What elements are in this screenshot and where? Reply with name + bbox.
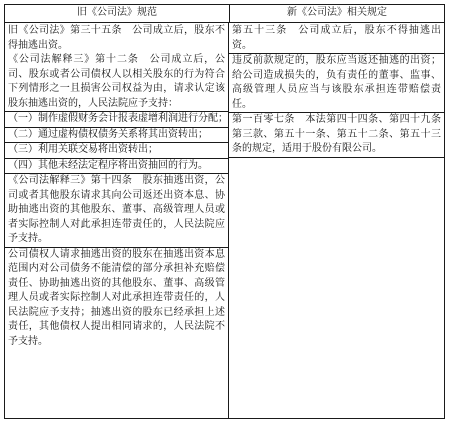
divider bbox=[229, 157, 444, 158]
list-item-4: （四）其他未经法定程序将出资抽回的行为。 bbox=[8, 159, 208, 171]
creditor-claim-paragraph: 公司债权人请求抽逃出资的股东在抽逃出资本息范围内对公司债务不能清偿的部分承担补充赔偿责任、协助抽逃出资的其他股东、董事、高级管理人员或者实际控制人对此承担连带责任的，人民法院应予支持；抽逃出资的股东已经承担上述责任，其他债权人提出相同请求的，人民法院不予支持。 bbox=[8, 248, 225, 347]
list-item-3: （三）利用关联交易将出资转出； bbox=[8, 144, 158, 155]
list-item-1: （一）制作虚假财务会计报表虚增利润进行分配； bbox=[8, 113, 228, 124]
interpretation-3-article-14: 《公司法解释三》第十四条 股东抽逃出资，公司或者其他股东请求其向公司返还出资本息、协助抽逃出资的其他股东、董事、高级管理人员或者实际控制人对此承担连带责任的，人民法院应予支持。 bbox=[8, 175, 225, 244]
table-header bbox=[5, 5, 444, 23]
header-old-law: 旧《公司法》规范 bbox=[5, 5, 230, 22]
old-law-column bbox=[5, 23, 229, 419]
new-law-article-53: 第五十三条 公司成立后，股东不得抽逃出资。 bbox=[232, 25, 441, 51]
interpretation-3-article-12: 《公司法解释三》第十二条 公司成立后，公司、股东或者公司债权人以相关股东的行为符合下列情形之一且损害公司权益为由，请求认定该股东抽逃出资的，人民法院应予支持： bbox=[8, 54, 225, 109]
new-law-column bbox=[229, 23, 444, 419]
table-body bbox=[5, 23, 444, 419]
old-law-article-35: 旧《公司法》第三十五条 公司成立后，股东不得抽逃出资。 bbox=[8, 25, 225, 51]
comparison-table bbox=[4, 4, 445, 419]
header-new-law: 新《公司法》相关规定 bbox=[287, 7, 387, 18]
new-law-article-107: 第一百零七条 本法第四十四条、第四十九条第三款、第五十一条、第五十二条、第五十三条的规定，适用于股份有限公司。 bbox=[232, 114, 441, 154]
new-law-article-53-para-2: 违反前款规定的，股东应当返还抽逃的出资；给公司造成损失的，负有责任的董事、监事、高级管理人员应当与该股东承担连带赔偿责任。 bbox=[232, 55, 441, 110]
list-item-2: （二）通过虚构债权债务关系将其出资转出； bbox=[8, 128, 208, 140]
